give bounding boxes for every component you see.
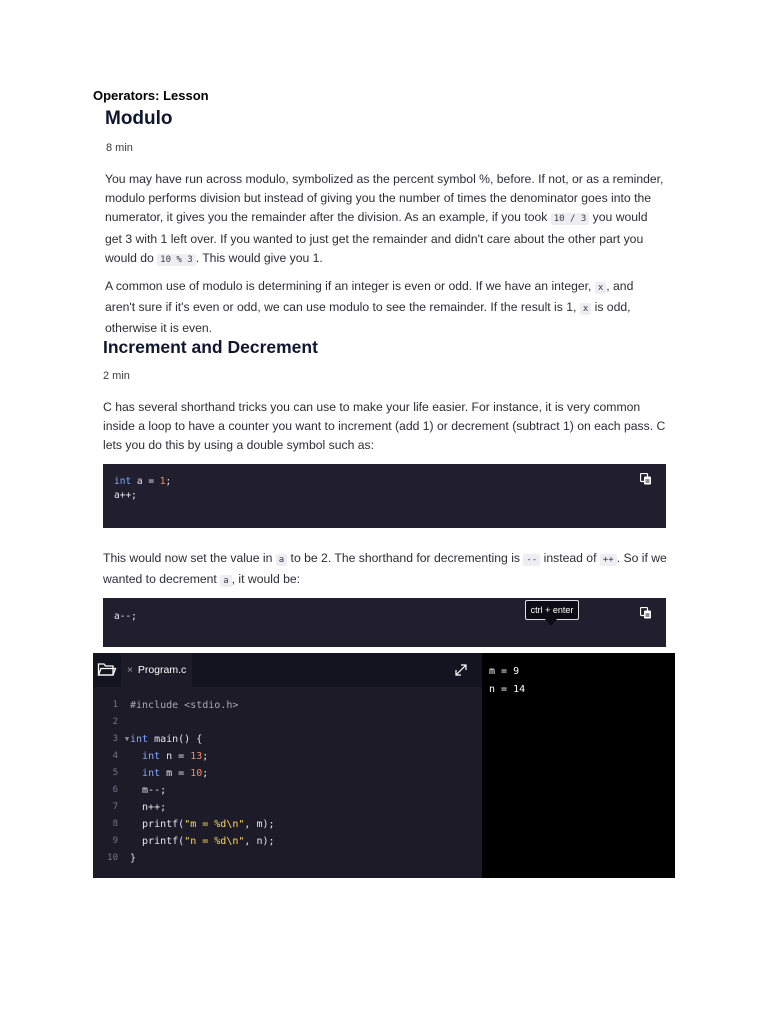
code-line [93, 765, 275, 782]
code-line [93, 748, 275, 765]
line-number: 4 [112, 751, 118, 761]
code-editor [93, 653, 675, 878]
fold-gutter [118, 782, 130, 799]
code-line [93, 833, 275, 850]
modulo-heading: Modulo [105, 108, 173, 129]
code-line [93, 697, 275, 714]
document-title: Operators: Lesson [93, 88, 209, 103]
line-number: 7 [112, 802, 118, 812]
inline-code: ++ [600, 554, 617, 566]
line-number: 3 [112, 734, 118, 744]
editor-pane [93, 653, 482, 878]
expand-icon[interactable] [454, 663, 468, 677]
increment-paragraph-1: C has several shorthand tricks you can use to make your life easier. For instance, it is very common inside a loop to have a counter you want to increment (add 1) or decrement (subtract 1) on each pass. C lets you do this by using a double symbol such as: [103, 400, 666, 453]
code-text: int n = 13; [142, 751, 209, 762]
modulo-duration: 8 min [106, 142, 133, 154]
inline-code: 10 % 3 [157, 254, 196, 266]
output-line: m = 9 [489, 666, 520, 677]
folder-icon[interactable] [97, 661, 117, 677]
code-text: m--; [130, 785, 167, 796]
tab-program-c[interactable] [121, 653, 192, 687]
line-number: 9 [112, 836, 118, 846]
fold-gutter [118, 816, 130, 833]
inline-code: -- [523, 554, 540, 566]
fold-gutter [118, 850, 130, 867]
tab-close-icon[interactable]: × [127, 664, 133, 676]
increment-duration: 2 min [103, 370, 130, 382]
copy-icon[interactable] [640, 607, 652, 619]
code-text: #include <stdio.h> [130, 700, 239, 711]
modulo-paragraph-1: You may have run across modulo, symbolized as the percent symbol %, before. If not, or as a reminder, modulo performs division but instead of giving you the number of times the denominator goes into the numerator, it gives you the remainder after the division. As an example, if you took 10 / 3 you would get 3 with 1 left over. If you wanted to just get the remainder and didn't care about the other part you would do 10 % 3 . This would give you 1. [105, 172, 664, 265]
code-line [93, 799, 275, 816]
increment-heading: Increment and Decrement [103, 337, 318, 357]
inline-code: x [595, 282, 606, 294]
inline-code: x [580, 303, 591, 315]
code-line [93, 782, 275, 799]
code-line [93, 850, 275, 867]
code-line [93, 714, 275, 731]
editor-toolbar [93, 653, 482, 687]
line-number: 5 [112, 768, 118, 778]
increment-paragraph-2: This would now set the value in a to be 2. The shorthand for decrementing is -- instead of ++ . So if we wanted to decrement a , it would be: [103, 551, 667, 587]
copy-icon[interactable] [640, 473, 652, 485]
code-snippet-increment: int a = 1; a++; [103, 464, 666, 528]
line-number: 10 [107, 853, 118, 863]
line-number: 8 [112, 819, 118, 829]
fold-gutter [118, 765, 130, 782]
fold-gutter [118, 697, 130, 714]
modulo-paragraph-2: A common use of modulo is determining if an integer is even or odd. If we have an integer, x , and aren't sure if it's even or odd, we can use modulo to see the remainder. If the result is 1, x is odd, otherwise it is even. [105, 279, 634, 336]
code-text: int main() { [130, 734, 203, 745]
fold-gutter [118, 714, 130, 731]
tooltip-arrow [545, 619, 557, 626]
inline-code: a [276, 554, 287, 566]
inline-code: a [220, 575, 231, 587]
code-text: } [130, 853, 137, 864]
output-console [489, 663, 525, 699]
line-number: 6 [112, 785, 118, 795]
code-text: printf("n = %d\n", n); [130, 836, 275, 847]
output-line: n = 14 [489, 684, 526, 695]
run-shortcut-tooltip: ctrl + enter [525, 600, 579, 620]
code-line [93, 816, 275, 833]
tab-label: Program.c [137, 664, 187, 676]
fold-gutter [118, 799, 130, 816]
fold-gutter [118, 748, 130, 765]
fold-icon[interactable]: ▼ [124, 735, 130, 743]
code-line [93, 731, 275, 748]
line-number: 2 [112, 717, 118, 727]
code-snippet-decrement: a--; [103, 598, 666, 647]
editor-code-area[interactable] [93, 697, 275, 867]
fold-gutter [118, 833, 130, 850]
code-text: int m = 10; [142, 768, 209, 779]
inline-code: 10 / 3 [551, 213, 590, 225]
code-text: n++; [130, 802, 167, 813]
code-text: printf("m = %d\n", m); [130, 819, 275, 830]
line-number: 1 [112, 700, 118, 710]
